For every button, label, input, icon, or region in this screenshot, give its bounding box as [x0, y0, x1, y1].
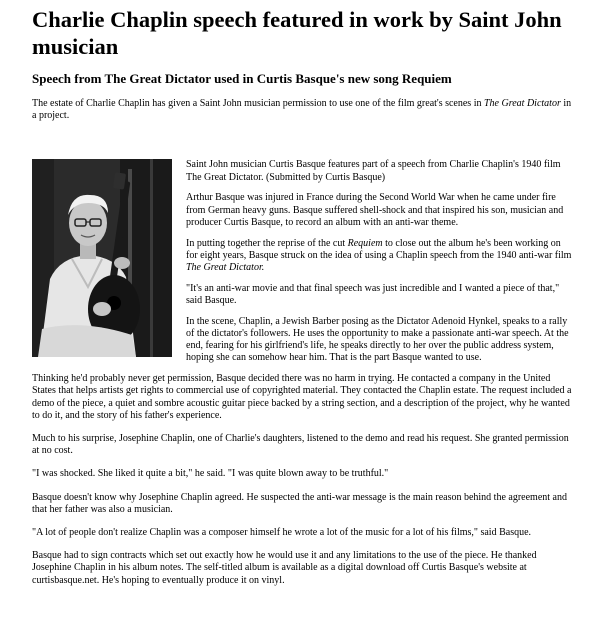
body-paragraph-4: In the scene, Chaplin, a Jewish Barber posing as the Dictator Adenoid Hynkel, speaks to a rally of the dictator's followers. He uses the opportunity to make a passionate anti-war speech. At the end, fearing for his girlfriend's life, he speaks directly to her over the public address system, hoping she can somehow hear him. That is the part Basque wanted to use.: [186, 315, 569, 364]
musician-photo-illustration: [32, 159, 172, 357]
body-paragraph-8: Basque doesn't know why Josephine Chaplin agreed. He suspected the anti-war message is the main reason behind the agreement and that her father was also a musician.: [32, 491, 567, 515]
body-continued: [32, 373, 572, 587]
body-paragraph-10: Basque had to sign contracts which set out exactly how he would use it and any limitations to the use of the piece. He thanked Josephine Chaplin in his album notes. The self-titled album is available as a digital download off Curtis Basque's website at curtisbasque.net. He's hoping to eventually produce it on vinyl.: [32, 550, 537, 586]
intro-text-end: in a project.: [32, 98, 572, 122]
p2-text: In putting together the reprise of the cut: [186, 237, 348, 249]
body-paragraph-3: "It's an anti-war movie and that final speech was just incredible and I wanted a piece of that," said Basque.: [186, 282, 560, 307]
p2-text-mid: to close out the album he's been working on for eight years, Basque struck on the idea of using a Chaplin speech from the 1940 anti-war film: [186, 237, 572, 261]
article-subtitle: Speech from The Great Dictator used in Curtis Basque's new song Requiem: [32, 71, 452, 86]
article: [32, 6, 572, 598]
body-paragraph-6: Much to his surprise, Josephine Chaplin, one of Charlie's daughters, listened to the demo and read his request. She granted permission at no cost.: [32, 433, 569, 457]
article-title: Charlie Chaplin speech featured in work by Saint John musician: [32, 7, 562, 59]
body-paragraph-7: "I was shocked. She liked it quite a bit," he said. "I was quite blown away to be truthful.": [32, 468, 389, 480]
musician-photo: [32, 159, 172, 357]
intro-text: The estate of Charlie Chaplin has given a Saint John musician permission to use one of the film great's scenes in: [32, 98, 484, 109]
photo-caption: Saint John musician Curtis Basque features part of a speech from Charlie Chaplin's 1940 film The Great Dictator. (Submitted by Curtis Basque): [186, 159, 561, 183]
p2-song-title: Requiem: [347, 237, 383, 249]
intro-paragraph: [32, 98, 572, 122]
body-paragraph-5: Thinking he'd probably never get permission, Basque decided there was no harm in trying. He contacted a company in the United States that helps artists get rights to commercial use of copyrighted material. They contacted the Chaplin estate. The request included a demo of the piece, a quiet and sombre acoustic guitar piece backed by a string section, and a description of the project, why he wanted to do it, and the story of his father's experience.: [32, 373, 572, 421]
body-paragraph-9: "A lot of people don't realize Chaplin was a composer himself he wrote a lot of the music for a lot of his films," said Basque.: [32, 527, 532, 539]
body-paragraph-1: Arthur Basque was injured in France during the Second World War when he came under fire from German heavy guns. Basque suffered shell-shock and that inspired his son, musician and producer Curtis Basque, to record an album with an anti-war theme.: [186, 192, 564, 228]
intro-film-title: The Great Dictator: [483, 98, 561, 109]
p2-film-title: The Great Dictator.: [186, 262, 265, 274]
photo-section: [32, 159, 572, 364]
